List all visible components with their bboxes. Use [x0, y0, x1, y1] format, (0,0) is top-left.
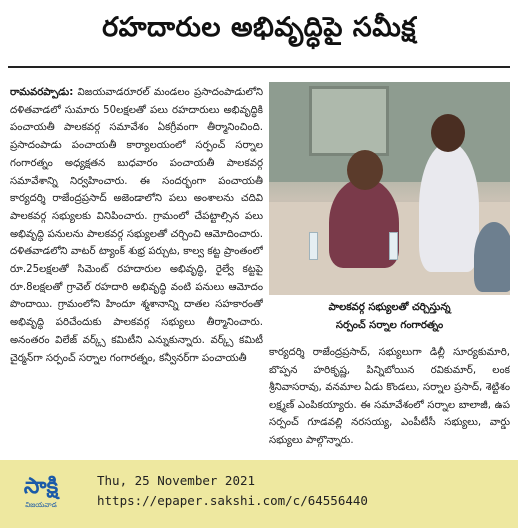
dateline: రామవరప్పాడు:: [10, 87, 74, 98]
article-body-left: విజయవాడరూరల్ మండలం ప్రసాదంపాడులోని దళితవాడలో సుమారు 50లక్షలతో పలు రహదారులు అభివృద్ధికి పంచాయతీ పాలకవర్గ సమావేశం ఏకగ్రీవంగా తీర్మానించింది. ప్రసాదంపాడు పంచాయతీ కార్యాలయంలో సర్పంచ్ సర్నాల గంగారత్నం అధ్యక్షతన బుధవారం పంచాయతీ పాలకవర్గ సమావేశాన్ని నిర్వహించారు. ఈ సందర్భంగా పంచాయతీ కార్యదర్శి రాజేంద్రప్రసాద్ అజెండాలోని పలు అంశాలను చదివి పాలకవర్గ సభ్యులకు వినిపించారు. గ్రామంలో చేపట్టాల్సిన పలు అభివృద్ధి పనులను పాలకవర్గ సభ్యులతో చర్చించి ఆమోదించారు. దళితవాడలోని వాటర్ ట్యాంక్ శుభ్ర పర్చుట, కాల్వ కట్ట ప్రాంతంలో రూ.25లక్షలతో సిమెంట్ రహదారుల అభివృద్ధి, రైల్వే కట్టపై రూ.8లక్షలతో గ్రావెల్ రహదారి అభివృద్ధి వంటి పనులు ఆమోదం పొందాయి. గ్రామంలోని హిందూ శ్మశానాన్ని దాతల సహకారంతో అభివృద్ధి పరిచేందుకు పాలకవర్గ సభ్యులు తీర్మానించారు. అనంతరం విలేజ్ వర్క్స్ కమిటీని ఎన్నుకున్నారు. వర్క్స్ కమిటీ చైర్మన్‌గా సర్పంచ్ సర్నాల గంగారత్నం, కన్వీనర్‌గా పంచాయతీ: [10, 87, 263, 364]
logo-subtext: విజయవాడ: [25, 501, 57, 509]
headline: రహదారుల అభివృద్ధిపై సమీక్ష: [102, 12, 416, 43]
photo-caption-line2: సర్పంచ్ సర్నాల గంగారత్నం: [335, 320, 444, 331]
publication-date: Thu, 25 November 2021: [97, 473, 256, 488]
headline-divider: [8, 66, 510, 68]
photo-caption: [269, 296, 510, 340]
article-right-column: [269, 344, 510, 462]
sakshi-logo: [6, 466, 76, 520]
article-photo: [269, 82, 510, 295]
photo-caption-line1: పాలకవర్గ సభ్యులతో చర్చిస్తున్న: [328, 302, 451, 313]
epaper-link[interactable]: https://epaper.sakshi.com/c/64556440: [97, 493, 368, 508]
logo-text: సాక్షి: [23, 474, 59, 499]
article-body-right: కార్యదర్శి రాజేంద్రప్రసాద్, సభ్యులుగా డిల్లీ సూర్యకుమారి, బొప్పన హరికృష్ణ, పిన్నిబోయిన రవికుమార్, లంక శ్రీనివాసరావు, వనమాల ఏడు కొండలు, సర్నాల ప్రసాద్, శెట్టిశం లక్ష్మణ్ ఎంపికయ్యారు. ఈ సమావేశంలో సర్నాల బాలాజీ, ఉప సర్పంచ్ గూడవల్లి నరసయ్య, ఎంపీటీసీ సభ్యులు, వార్డు సభ్యులు పాల్గొన్నారు.: [269, 347, 510, 446]
footer-bar: [0, 460, 518, 528]
article-left-column: [10, 84, 263, 462]
